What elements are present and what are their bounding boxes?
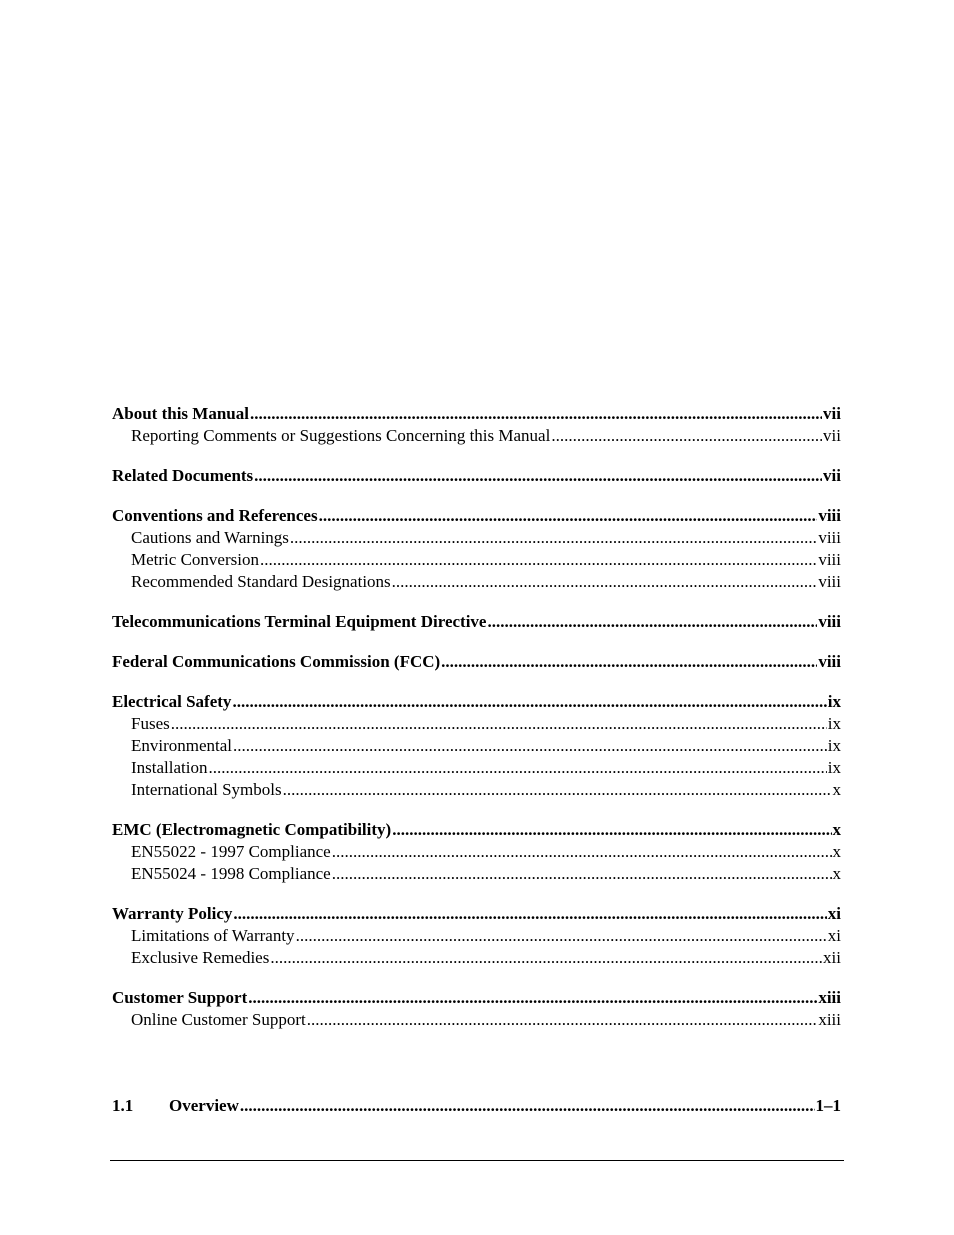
toc-group xyxy=(112,819,841,885)
toc-group xyxy=(112,691,841,801)
toc-section-page: viii xyxy=(818,506,841,525)
toc-group xyxy=(112,465,841,487)
toc-group xyxy=(112,651,841,673)
toc-section-page: x xyxy=(832,820,841,839)
toc-section-title: EMC (Electromagnetic Compatibility) xyxy=(112,820,392,839)
toc-subsection-row[interactable] xyxy=(112,527,841,549)
toc-section-page: viii xyxy=(818,652,841,671)
toc-chapter-page: 1–1 xyxy=(815,1096,841,1115)
toc-group xyxy=(112,903,841,969)
dot-leader xyxy=(250,403,822,425)
toc-subsection-row[interactable] xyxy=(112,947,841,969)
toc-subsection-title: Metric Conversion xyxy=(131,550,259,569)
toc-group xyxy=(112,987,841,1031)
dot-leader xyxy=(240,1095,815,1117)
dot-leader xyxy=(392,571,818,593)
toc-subsection-page: x xyxy=(832,864,841,883)
toc-section-title: Customer Support xyxy=(112,988,248,1007)
table-of-contents xyxy=(112,403,841,1049)
toc-section-title: Federal Communications Commission (FCC) xyxy=(112,652,441,671)
toc-section-page: viii xyxy=(818,612,841,631)
toc-chapter-entry[interactable] xyxy=(112,1095,841,1117)
toc-section-page: vii xyxy=(823,466,841,485)
toc-subsection-title: Fuses xyxy=(131,714,170,733)
toc-subsection-row[interactable] xyxy=(112,735,841,757)
toc-section-row[interactable] xyxy=(112,505,841,527)
toc-section-page: vii xyxy=(823,404,841,423)
toc-subsection-row[interactable] xyxy=(112,571,841,593)
dot-leader xyxy=(487,611,817,633)
toc-group xyxy=(112,611,841,633)
toc-section-row[interactable] xyxy=(112,465,841,487)
toc-section-row[interactable] xyxy=(112,903,841,925)
toc-subsection-title: EN55022 - 1997 Compliance xyxy=(131,842,331,861)
toc-subsection-page: xiii xyxy=(818,1010,841,1029)
toc-section-title: About this Manual xyxy=(112,404,249,423)
toc-subsection-page: viii xyxy=(818,550,841,569)
toc-section-page: xi xyxy=(827,904,841,923)
toc-section-row[interactable] xyxy=(112,403,841,425)
toc-subsection-title: Online Customer Support xyxy=(131,1010,306,1029)
toc-section-page: xiii xyxy=(818,988,841,1007)
dot-leader xyxy=(332,841,832,863)
dot-leader xyxy=(171,713,827,735)
toc-subsection-title: Reporting Comments or Suggestions Concerning this Manual xyxy=(131,426,551,445)
dot-leader xyxy=(283,779,832,801)
toc-section-row[interactable] xyxy=(112,987,841,1009)
toc-chapter-label xyxy=(112,1095,239,1117)
toc-subsection-row[interactable] xyxy=(112,713,841,735)
toc-subsection-page: ix xyxy=(827,736,841,755)
toc-subsection-row[interactable] xyxy=(112,779,841,801)
toc-subsection-page: viii xyxy=(818,528,841,547)
toc-subsection-row[interactable] xyxy=(112,925,841,947)
toc-subsection-title: Exclusive Remedies xyxy=(131,948,270,967)
toc-chapter-title: Overview xyxy=(169,1096,239,1115)
toc-section-title: Electrical Safety xyxy=(112,692,232,711)
toc-subsection-page: viii xyxy=(818,572,841,591)
dot-leader xyxy=(307,1009,818,1031)
dot-leader xyxy=(392,819,831,841)
toc-section-title: Warranty Policy xyxy=(112,904,233,923)
toc-section-row[interactable] xyxy=(112,651,841,673)
toc-subsection-page: xi xyxy=(827,926,841,945)
toc-subsection-page: ix xyxy=(827,714,841,733)
toc-subsection-row[interactable] xyxy=(112,1009,841,1031)
toc-section-title: Telecommunications Terminal Equipment Directive xyxy=(112,612,487,631)
toc-subsection-row[interactable] xyxy=(112,863,841,885)
toc-section-title: Conventions and References xyxy=(112,506,318,525)
toc-section-row[interactable] xyxy=(112,819,841,841)
toc-subsection-page: ix xyxy=(827,758,841,777)
toc-group xyxy=(112,505,841,593)
toc-subsection-page: xii xyxy=(823,948,841,967)
toc-subsection-title: EN55024 - 1998 Compliance xyxy=(131,864,331,883)
toc-subsection-page: vii xyxy=(823,426,841,445)
dot-leader xyxy=(441,651,817,673)
toc-subsection-title: Cautions and Warnings xyxy=(131,528,289,547)
toc-subsection-row[interactable] xyxy=(112,425,841,447)
dot-leader xyxy=(296,925,827,947)
toc-section-page: ix xyxy=(827,692,841,711)
dot-leader xyxy=(290,527,817,549)
footer-rule xyxy=(110,1160,844,1161)
toc-subsection-row[interactable] xyxy=(112,549,841,571)
dot-leader xyxy=(233,903,826,925)
dot-leader xyxy=(270,947,822,969)
dot-leader xyxy=(260,549,817,571)
toc-chapter-row[interactable] xyxy=(112,1095,841,1117)
toc-subsection-page: x xyxy=(832,842,841,861)
toc-subsection-title: Recommended Standard Designations xyxy=(131,572,391,591)
toc-section-title: Related Documents xyxy=(112,466,254,485)
toc-section-row[interactable] xyxy=(112,611,841,633)
dot-leader xyxy=(319,505,818,527)
dot-leader xyxy=(332,863,832,885)
dot-leader xyxy=(232,691,826,713)
toc-section-row[interactable] xyxy=(112,691,841,713)
toc-subsection-title: Limitations of Warranty xyxy=(131,926,295,945)
toc-subsection-row[interactable] xyxy=(112,841,841,863)
toc-chapter-number: 1.1 xyxy=(112,1096,134,1115)
toc-subsection-row[interactable] xyxy=(112,757,841,779)
toc-subsection-title: International Symbols xyxy=(131,780,282,799)
dot-leader xyxy=(233,735,827,757)
toc-group xyxy=(112,403,841,447)
toc-subsection-title: Environmental xyxy=(131,736,233,755)
dot-leader xyxy=(254,465,822,487)
dot-leader xyxy=(248,987,817,1009)
dot-leader xyxy=(208,757,826,779)
dot-leader xyxy=(551,425,822,447)
toc-subsection-page: x xyxy=(832,780,841,799)
toc-subsection-title: Installation xyxy=(131,758,208,777)
